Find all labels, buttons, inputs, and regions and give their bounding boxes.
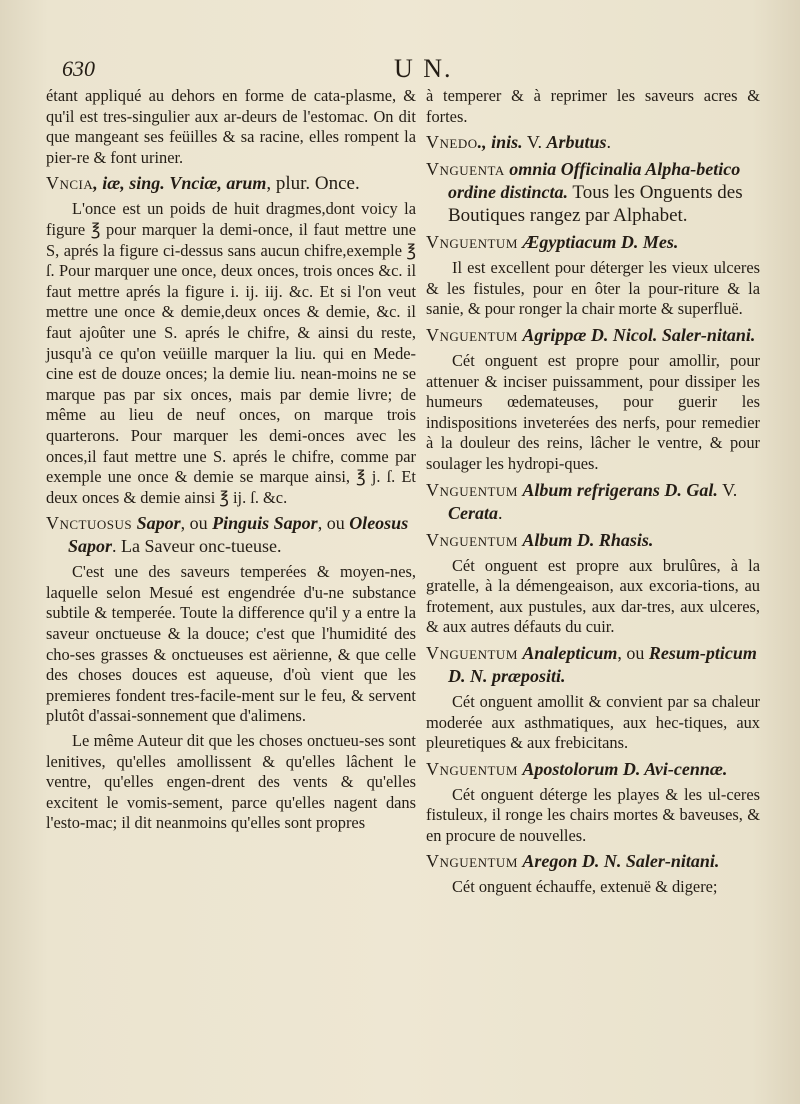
paragraph: Cét onguent amollit & convient par sa chaleur moderée aux asthmatiques, aux hec-tiques, aux pleuretiques & aux frebicitans.: [426, 691, 760, 753]
entry-punct: .: [606, 132, 612, 153]
entry-latin: Analepticum: [522, 642, 618, 663]
entry-translation: Tous les Onguents des Boutiques rangez par Alphabet.: [448, 182, 743, 227]
dictionary-entry-aegyptiacum: [426, 231, 760, 254]
entry-connector: , ou: [617, 642, 645, 663]
entry-latin: Aregon D. N. Saler-nitani.: [522, 851, 720, 872]
entry-connector: , ou: [180, 513, 208, 534]
entry-plural: Vnciæ, arum: [169, 173, 267, 194]
entry-grammar: ., inis.: [477, 132, 523, 153]
entry-grammar: , iæ, sing.: [93, 173, 165, 194]
right-column: [426, 86, 760, 902]
entry-headword: Vnctuosus: [46, 513, 133, 534]
entry-headword: Vnguentum: [426, 642, 518, 663]
entry-translation: . La Saveur onc-tueuse.: [112, 536, 282, 557]
entry-headword: Vnguentum: [426, 529, 518, 550]
dictionary-entry-aregon: [426, 850, 760, 873]
paragraph: C'est une des saveurs temperées & moyen-nes, laquelle selon Mesué est engendrée d'u-ne substance subtile & temperée. Toute la difference qu'il y a entre la saveur onctueuse & la douce; c'est que l'humidité des cho-ses grasses & onctueuses est aërienne, & que celle des choses douces est aqueuse, d'où vient que les premieres fondent tres-facile-ment sur le feu, & servent plutôt d'assai-sonnement que d'alimens.: [46, 562, 416, 726]
paragraph: Cét onguent est propre pour amollir, pour attenuer & inciser puissamment, pour dissiper les humeurs œdemateuses, pour guerir les indispositions inveterées des nerfs, pour remedier à la douleur des reins, lâcher le ventre, & pour soulager les hydropi-ques.: [426, 350, 760, 473]
dictionary-entry-analepticum: [426, 642, 760, 688]
page-header: [62, 54, 762, 88]
entry-headword: Vnguentum: [426, 479, 518, 500]
dictionary-entry-unctuosus: [46, 512, 416, 558]
left-column: [46, 86, 416, 838]
entry-headword: Vnguentum: [426, 324, 518, 345]
entry-connector: , ou: [317, 513, 345, 534]
entry-punct: .: [498, 502, 503, 523]
entry-latin: omnia Officinalia Alpha-betico ordine distincta.: [448, 159, 741, 203]
entry-latin: Apostolorum D. Avi-cennæ.: [522, 758, 728, 779]
paragraph: à temperer & à reprimer les saveurs acres & fortes.: [426, 86, 760, 126]
entry-see: V.: [522, 132, 542, 153]
dictionary-entry-unguenta: [426, 158, 760, 227]
entry-latin: Ægyptiacum D. Mes.: [522, 232, 679, 253]
entry-headword: Vnguentum: [426, 232, 518, 253]
entry-translation: , plur. Once.: [266, 173, 360, 195]
entry-latin: Agrippæ D. Nicol. Saler-nitani.: [522, 324, 756, 345]
entry-latin: Pinguis Sapor: [212, 513, 318, 534]
dictionary-entry-unedo: [426, 131, 760, 154]
dictionary-entry-album-refrigerans: [426, 479, 760, 525]
dictionary-entry-uncia: [46, 172, 416, 195]
entry-reference: Cerata: [448, 502, 499, 523]
entry-latin: Oleosus Sapor: [68, 513, 409, 557]
entry-headword: Vnguentum: [426, 758, 518, 779]
paragraph: Le même Auteur dit que les choses onctueu-ses sont lenitives, qu'elles amollissent & qu'elles lâchent le ventre, qu'elles engen-drent des vents & qu'elles excitent le vomis-sement, parce qu'elles nagent dans l'esto-mac; il dit neanmoins qu'elles sont propres: [46, 731, 416, 833]
entry-reference: Arbutus: [546, 132, 607, 153]
entry-see: V.: [717, 479, 738, 500]
entry-headword: Vncia: [46, 173, 94, 194]
paragraph: Cét onguent déterge les playes & les ul-ceres fistuleux, il ronge les chairs mortes & baveuses, & en procure de nouvelles.: [426, 784, 760, 845]
paragraph: Cét onguent est propre aux brulûres, à la gratelle, à la démengeaison, aux excoria-tions, au frotement, aux pustules, aux dar-tres, aux ulceres, & aux autres défauts du cuir.: [426, 555, 760, 637]
running-head: U N.: [394, 54, 453, 83]
paragraph: étant appliqué au dehors en forme de cata-plasme, & qu'il est tres-singulier aux ar-deurs de l'estomac. On dit que mangeant ses feüilles & sa racine, elles rompent la pier-re & font uriner.: [46, 86, 416, 167]
entry-latin: Resum-pticum D. N. præpositi.: [448, 642, 757, 686]
entry-latin: Album D. Rhasis.: [522, 529, 654, 550]
entry-headword: Vnguenta: [426, 159, 505, 180]
dictionary-entry-apostolorum: [426, 758, 760, 781]
dictionary-entry-agrippa: [426, 324, 760, 347]
paragraph: L'once est un poids de huit dragmes,dont voicy la figure ℥ pour marquer la demi-once, il faut mettre une S, aprés la figure ci-dessus sans aucun chifre,exemple ℥ ſ. Pour marquer une once, deux onces, trois onces &c. il faut mettre aprés la figure i. ij. iij. &c. Et si l'on veut mettre une once & demie,deux onces & demie, &c. il faut ajoûter une S. aprés le chifre, & ainsi du reste, jusqu'à ce qu'on veüille marquer la liu. qui en Mede-cine est de douze onces; la demie liu. nean-moins ne se marque pas par six onces, mais par demie livre; de même au lieu de neuf onces, on marque trois quarterons. Pour marquer les demi-onces avec les onces,il faut mettre une S. aprés le chifre, comme par exemple une once & demie se marque ainsi, ℥ j. ſ. Et deux onces & demie ainsi ℥ ij. ſ. &c.: [46, 199, 416, 507]
page-number: 630: [62, 56, 95, 81]
paragraph: Il est excellent pour déterger les vieux ulceres & les fistules, pour en ôter la pour-riture & la sanie, & pour ronger la chair morte & superfluë.: [426, 258, 760, 319]
entry-latin: Sapor: [136, 513, 181, 534]
paragraph: Cét onguent échauffe, extenuë & digere;: [452, 877, 718, 897]
entry-headword: Vnedo: [426, 132, 478, 153]
dictionary-entry-album-rhasis: [426, 529, 760, 552]
entry-headword: Vnguentum: [426, 851, 518, 872]
entry-latin: Album refrigerans D. Gal.: [522, 479, 718, 500]
